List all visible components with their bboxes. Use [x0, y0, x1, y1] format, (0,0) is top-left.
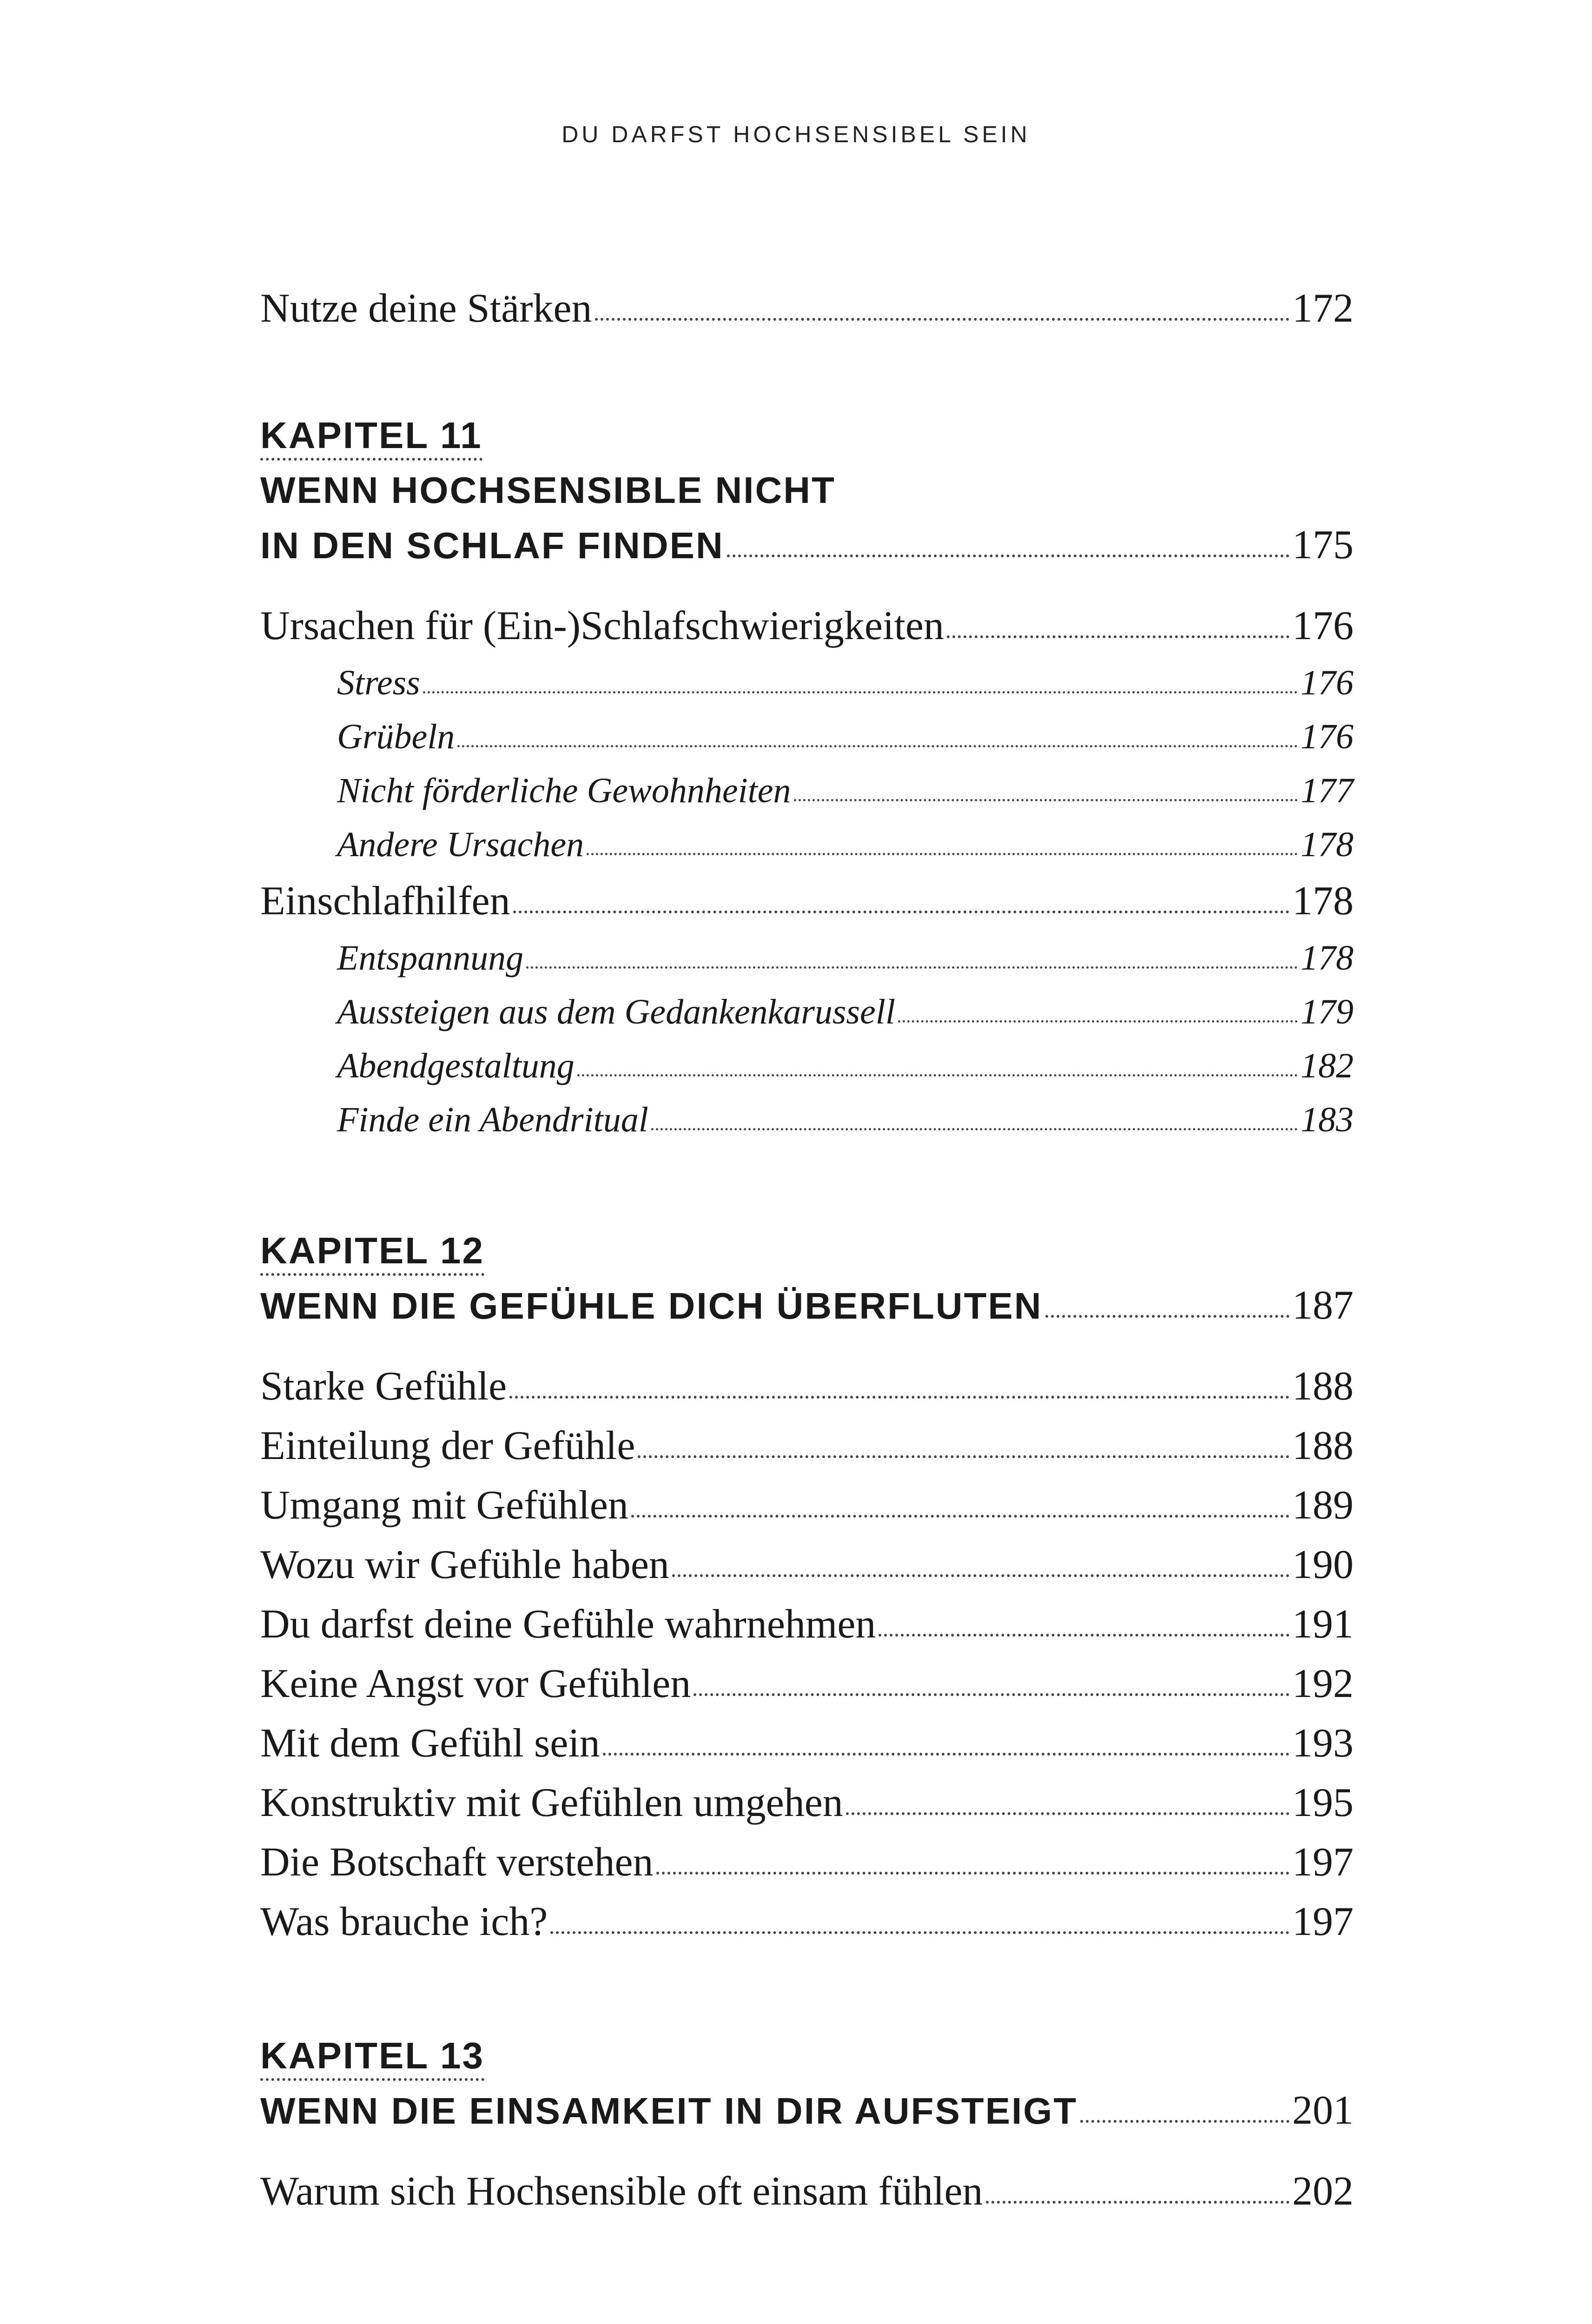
toc-subentry[interactable] — [260, 931, 1354, 985]
toc-entry[interactable] — [260, 2162, 1354, 2221]
dot-leader — [1045, 1315, 1289, 1318]
toc-entry-page: 190 — [1292, 1542, 1354, 1587]
toc-subentry-title: Stress — [337, 663, 420, 702]
dot-leader — [794, 799, 1298, 801]
dot-leader — [457, 745, 1298, 747]
toc-entry[interactable] — [260, 1416, 1354, 1476]
dot-leader — [947, 635, 1289, 638]
toc-subentry-page: 176 — [1301, 663, 1354, 702]
toc-subentry-page: 182 — [1301, 1046, 1354, 1085]
toc-entry-page: 197 — [1292, 1899, 1354, 1944]
dot-leader — [603, 1753, 1289, 1756]
dot-leader — [577, 1074, 1298, 1076]
toc-entry-page: 192 — [1292, 1661, 1354, 1706]
toc-entry[interactable] — [260, 1535, 1354, 1595]
dot-leader — [656, 1872, 1290, 1875]
toc-entry-title: Einteilung der Gefühle — [260, 1423, 635, 1468]
dot-leader — [672, 1574, 1289, 1577]
dot-leader — [898, 1020, 1298, 1023]
dot-leader — [727, 555, 1289, 557]
toc-subentry-page: 177 — [1301, 771, 1354, 810]
toc-subentry[interactable] — [260, 1039, 1354, 1093]
toc-subentry[interactable] — [260, 818, 1354, 872]
toc-entry-title: Keine Angst vor Gefühlen — [260, 1661, 691, 1706]
running-header: DU DARFST HOCHSENSIBEL SEIN — [561, 121, 1031, 147]
dot-leader — [986, 2201, 1289, 2204]
chapter-label: KAPITEL 13 — [260, 2034, 484, 2081]
toc-entry[interactable] — [260, 1892, 1354, 1952]
toc-entry-title: Starke Gefühle — [260, 1364, 507, 1409]
toc-subentry-title: Aussteigen aus dem Gedankenkarussell — [337, 992, 895, 1031]
chapter-label: KAPITEL 11 — [260, 413, 482, 461]
toc-subentry-title: Abendgestaltung — [337, 1046, 575, 1085]
toc-entry-title: Mit dem Gefühl sein — [260, 1721, 600, 1766]
dot-leader — [550, 1931, 1289, 1934]
toc-entry-page: 178 — [1292, 878, 1354, 924]
chapter-title: WENN DIE EINSAMKEIT IN DIR AUFSTEIGT — [260, 2090, 1078, 2132]
chapter-page: 201 — [1292, 2088, 1354, 2133]
toc-subentry-title: Entspannung — [337, 938, 524, 977]
toc-entry-page: 197 — [1292, 1840, 1354, 1885]
chapter-heading-11[interactable] — [260, 408, 1354, 573]
dot-leader — [587, 853, 1298, 855]
toc-subentry[interactable] — [260, 985, 1354, 1039]
toc-subentry[interactable] — [260, 1093, 1354, 1147]
toc-subentry-title: Finde ein Abendritual — [337, 1100, 648, 1139]
dot-leader — [631, 1515, 1289, 1518]
toc-subentry-title: Grübeln — [337, 717, 455, 756]
toc-entry-page: 172 — [1292, 286, 1354, 331]
dot-leader — [595, 318, 1290, 321]
toc-entry[interactable] — [260, 596, 1354, 656]
dot-leader — [846, 1812, 1289, 1815]
toc-subentry-title: Andere Ursachen — [337, 825, 584, 864]
toc-subentry[interactable] — [260, 764, 1354, 818]
toc-entry-page: 193 — [1292, 1721, 1354, 1766]
toc-entry-title: Warum sich Hochsensible oft einsam fühlen — [260, 2169, 983, 2214]
chapter-page: 175 — [1292, 522, 1354, 568]
chapter-title: WENN HOCHSENSIBLE NICHT — [260, 469, 836, 511]
dot-leader — [651, 1128, 1298, 1130]
toc-entry-title: Ursachen für (Ein-)Schlafschwierigkeiten — [260, 603, 944, 648]
toc-entry-page: 202 — [1292, 2169, 1354, 2214]
chapter-title: IN DEN SCHLAF FINDEN — [260, 525, 724, 566]
dot-leader — [879, 1634, 1289, 1637]
toc-entry[interactable] — [260, 1595, 1354, 1654]
toc-entry[interactable] — [260, 1773, 1354, 1833]
dot-leader — [526, 966, 1298, 969]
toc-entry[interactable] — [260, 1833, 1354, 1892]
toc-subentry-page: 178 — [1301, 825, 1354, 864]
toc-entry-title: Konstruktiv mit Gefühlen umgehen — [260, 1780, 843, 1825]
toc-entry-title: Einschlafhilfen — [260, 878, 510, 924]
dot-leader — [694, 1693, 1289, 1696]
toc-entry[interactable] — [260, 1714, 1354, 1773]
toc-entry[interactable] — [260, 1476, 1354, 1535]
toc-subentry[interactable] — [260, 656, 1354, 710]
toc-subentry-page: 183 — [1301, 1100, 1354, 1139]
toc-entry[interactable] — [260, 872, 1354, 931]
toc-subentry-title: Nicht förderliche Gewohnheiten — [337, 771, 791, 810]
toc-entry-page: 195 — [1292, 1780, 1354, 1825]
toc-entry-title: Nutze deine Stärken — [260, 286, 592, 331]
toc-entry-title: Umgang mit Gefühlen — [260, 1483, 628, 1528]
toc-entry[interactable] — [260, 1654, 1354, 1714]
toc-entry-title: Wozu wir Gefühle haben — [260, 1542, 669, 1587]
chapter-title: WENN DIE GEFÜHLE DICH ÜBERFLUTEN — [260, 1285, 1043, 1327]
chapter-heading-13[interactable] — [260, 2028, 1354, 2139]
toc-subentry[interactable] — [260, 710, 1354, 764]
table-of-contents — [260, 279, 1354, 2221]
toc-entry-page: 189 — [1292, 1483, 1354, 1528]
toc-subentry-page: 179 — [1301, 992, 1354, 1031]
toc-entry-page: 188 — [1292, 1364, 1354, 1409]
toc-entry-title: Was brauche ich? — [260, 1899, 548, 1944]
toc-subentry-page: 178 — [1301, 938, 1354, 977]
dot-leader — [638, 1455, 1289, 1458]
toc-entry[interactable] — [260, 1357, 1354, 1416]
chapter-heading-12[interactable] — [260, 1223, 1354, 1334]
toc-entry-page: 188 — [1292, 1423, 1354, 1468]
toc-subentry-page: 176 — [1301, 717, 1354, 756]
toc-entry-title: Die Botschaft verstehen — [260, 1840, 654, 1885]
toc-entry-page: 176 — [1292, 603, 1354, 648]
dot-leader — [423, 691, 1298, 693]
chapter-page: 187 — [1292, 1283, 1354, 1328]
dot-leader — [509, 1396, 1289, 1399]
toc-entry[interactable] — [260, 279, 1354, 338]
toc-entry-page: 191 — [1292, 1602, 1354, 1647]
chapter-label: KAPITEL 12 — [260, 1228, 484, 1276]
dot-leader — [1080, 2120, 1289, 2123]
dot-leader — [513, 911, 1289, 913]
toc-entry-title: Du darfst deine Gefühle wahrnehmen — [260, 1602, 876, 1647]
